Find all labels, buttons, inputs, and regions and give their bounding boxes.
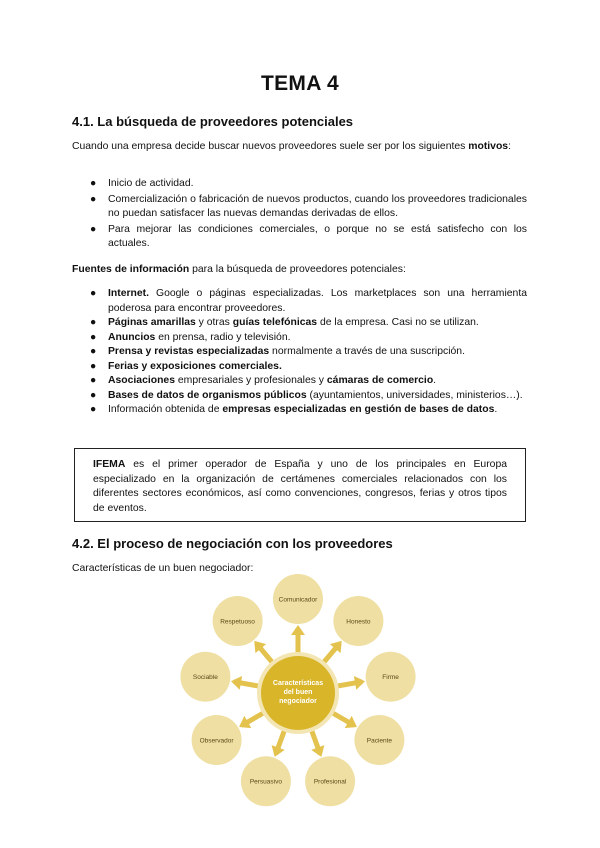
list-item-text-2: .	[494, 404, 498, 415]
list-item-text: empresariales y profesionales y	[175, 375, 327, 386]
negociador-intro: Características de un buen negociador:	[72, 563, 254, 574]
list-item-text: normalmente a través de una suscripción.	[269, 346, 465, 357]
fuentes-bold: Fuentes de información	[72, 264, 190, 275]
arrow-head-icon	[291, 625, 305, 635]
list-item-bold: Ferias y exposiciones comerciales.	[108, 360, 282, 372]
bullet-icon: ●	[90, 360, 97, 372]
arrow-head-icon	[231, 676, 242, 690]
center-label: negociador	[279, 698, 317, 705]
center-label: del buen	[283, 689, 313, 696]
list-item-bold: Asociaciones	[108, 375, 175, 386]
list-item-bold-2: guías telefónicas	[232, 317, 318, 328]
list-item-bold-2: cámaras de comercio	[326, 375, 434, 386]
bullet-icon: ●	[90, 178, 97, 189]
bullet-icon: ●	[90, 375, 97, 386]
intro-bold: motivos	[468, 141, 509, 152]
list-item-bold: Internet.	[108, 288, 149, 299]
list-item-text-2: de la empresa. Casi no se utilizan.	[317, 317, 479, 328]
bullet-icon: ●	[90, 317, 97, 328]
ifema-description: es el primer operador de España y uno de los principales en Europa especializado en la organización de certámenes comerciales relacionados con los diferentes sectores económicos, así como convenciones, congresos, ferias y otros tipos de eventos.	[93, 459, 507, 514]
list-item-text: Información obtenida de	[108, 404, 223, 415]
center-label: Características	[272, 680, 324, 687]
section-heading-negociacion: 4.2. El proceso de negociación con los proveedores	[72, 536, 393, 551]
trait-node-label: Paciente	[366, 737, 393, 745]
intro-text: Cuando una empresa decide buscar nuevos proveedores suele ser por los siguientes	[72, 141, 469, 152]
list-item-text: Para mejorar las condiciones comerciales, o porque no se está satisfecho con los actuales.	[108, 223, 527, 249]
trait-node-label: Profesional	[313, 778, 347, 786]
trait-node-label: Persuasivo	[249, 778, 282, 786]
fuentes-text: para la búsqueda de proveedores potenciales:	[189, 264, 406, 275]
list-item-text: (ayuntamientos, universidades, ministerios…).	[306, 389, 523, 401]
bullet-icon: ●	[90, 346, 97, 357]
list-item-bold: Bases de datos de organismos públicos	[108, 389, 307, 401]
trait-node-label: Comunicador	[278, 596, 318, 604]
arrow-head-icon	[354, 676, 365, 690]
list-item-text: en prensa, radio y televisión.	[155, 331, 291, 343]
list-item-text: Comercialización o fabricación de nuevos productos, cuando los proveedores tradicionales no puedan satisfacer las nuevas demandas derivadas de ellos.	[108, 193, 527, 219]
trait-node-label: Respetuoso	[220, 618, 255, 626]
list-item-bold-2: empresas especializadas en gestión de bases de datos	[222, 404, 495, 415]
trait-node-label: Observador	[199, 737, 234, 745]
trait-node-label: Sociable	[192, 674, 218, 681]
bullet-icon: ●	[90, 404, 97, 415]
trait-node-label: Firme	[382, 674, 399, 681]
bullet-icon: ●	[90, 223, 97, 235]
page-title: TEMA 4	[260, 72, 340, 95]
list-item-text: y otras	[195, 317, 233, 328]
bullet-icon: ●	[90, 389, 97, 401]
list-item-bold: Páginas amarillas	[108, 317, 196, 328]
list-item-bold: Prensa y revistas especializadas	[108, 346, 270, 357]
bullet-icon: ●	[90, 288, 97, 299]
bullet-icon: ●	[90, 331, 97, 343]
intro-end: :	[508, 141, 511, 152]
trait-node-label: Honesto	[346, 618, 371, 626]
section-heading-busqueda: 4.1. La búsqueda de proveedores potenciales	[72, 114, 354, 129]
list-item-text-2: .	[433, 375, 437, 386]
ifema-bold: IFEMA	[93, 459, 126, 470]
list-item-text: Inicio de actividad.	[108, 178, 194, 189]
bullet-icon: ●	[90, 193, 97, 205]
list-item-text: Google o páginas especializadas. Los marketplaces son una herramienta poderosa para encontrar proveedores.	[108, 288, 527, 314]
list-item-bold: Anuncios	[108, 331, 156, 343]
